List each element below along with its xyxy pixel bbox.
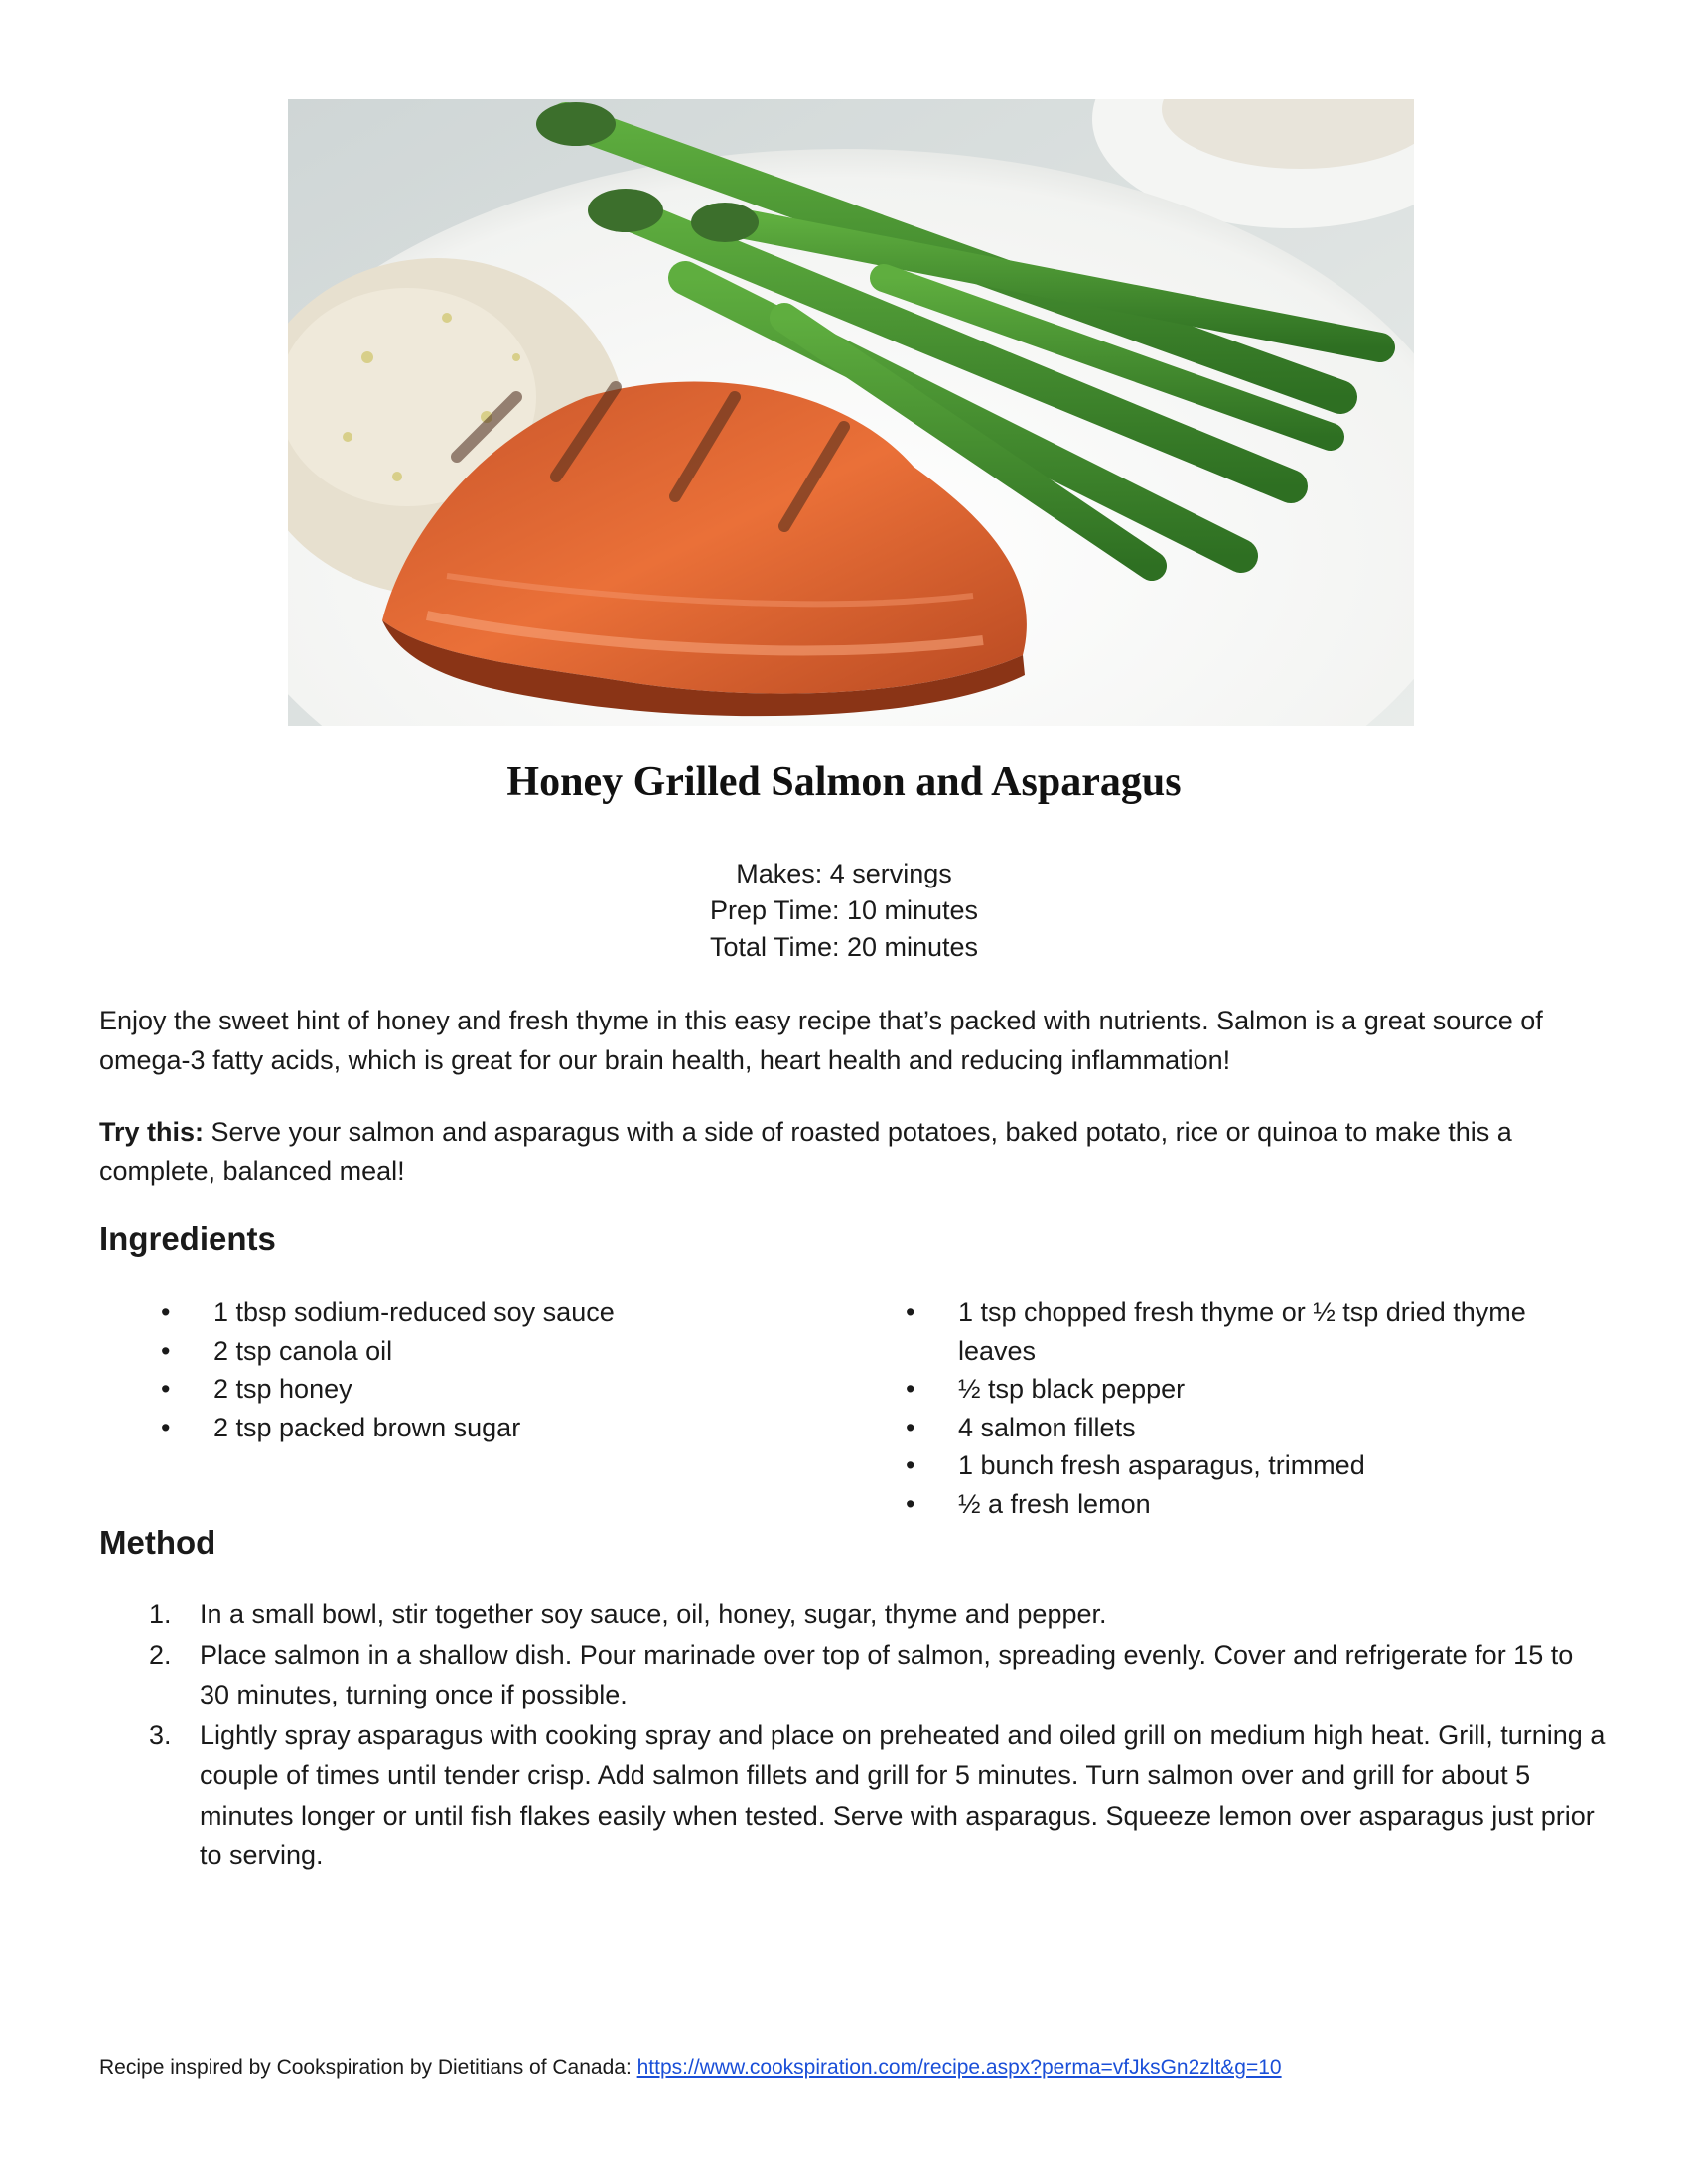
recipe-meta	[0, 856, 1688, 966]
ingredient-item: • ½ a fresh lemon	[904, 1485, 1569, 1524]
method-step	[139, 1635, 1609, 1715]
ingredients-heading: Ingredients	[99, 1220, 276, 1257]
ingredient-item: • 2 tsp canola oil	[159, 1332, 715, 1371]
ingredient-item: • 4 salmon fillets	[904, 1409, 1569, 1447]
method-steps-list	[139, 1594, 1609, 1876]
step-text: Lightly spray asparagus with cooking spray and place on preheated and oiled grill on medium high heat. Grill, turning a couple of times until tender crisp. Add salmon fillets and grill for 5 minutes. Turn salmon over and grill for about 5 minutes longer or until fish flakes easily when tested. Serve with asparagus. Squeeze lemon over asparagus just prior to serving.	[200, 1719, 1606, 1870]
recipe-title: Honey Grilled Salmon and Asparagus	[506, 759, 1182, 805]
tip-label: Try this:	[99, 1117, 205, 1147]
method-heading: Method	[99, 1524, 216, 1561]
ingredients-list-right	[904, 1294, 1569, 1523]
recipe-photo	[288, 99, 1414, 726]
ingredients-list-left	[159, 1294, 715, 1446]
ingredient-item: • 1 tsp chopped fresh thyme or ½ tsp dried thyme leaves	[904, 1294, 1569, 1370]
servings-text: Makes: 4 servings	[736, 859, 952, 888]
ingredient-item: • ½ tsp black pepper	[904, 1370, 1569, 1409]
method-step	[139, 1594, 1609, 1635]
ingredient-item: • 1 bunch fresh asparagus, trimmed	[904, 1446, 1569, 1485]
step-number: 1.	[149, 1599, 172, 1629]
source-link[interactable]: https://www.cookspiration.com/recipe.aspx?perma=vfJksGn2zlt&g=10	[636, 2056, 1282, 2079]
step-number: 3.	[149, 1719, 172, 1750]
ingredient-item: • 2 tsp honey	[159, 1370, 715, 1409]
footer-credit	[99, 2053, 1282, 2083]
step-text: In a small bowl, stir together soy sauce, oil, honey, sugar, thyme and pepper.	[200, 1599, 1107, 1629]
ingredient-item: • 1 tbsp sodium-reduced soy sauce	[159, 1294, 715, 1332]
intro-paragraph: Enjoy the sweet hint of honey and fresh thyme in this easy recipe that’s packed with nutrients. Salmon is a great source of omega-3 fatty acids, which is great for our brain health, heart health and reducing inflammation!	[99, 1006, 1543, 1075]
method-step	[139, 1715, 1609, 1876]
step-text: Place salmon in a shallow dish. Pour marinade over top of salmon, spreading evenly. Cover and refrigerate for 15 to 30 minutes, turning once if possible.	[200, 1639, 1574, 1709]
step-number: 2.	[149, 1639, 172, 1670]
prep-time-text: Prep Time: 10 minutes	[709, 895, 979, 925]
tip-paragraph	[99, 1112, 1609, 1191]
ingredient-item: • 2 tsp packed brown sugar	[159, 1409, 715, 1447]
footer-text: Recipe inspired by Cookspiration by Dietitians of Canada:	[99, 2056, 637, 2079]
tip-text: Serve your salmon and asparagus with a side of roasted potatoes, baked potato, rice or quinoa to make this a complete, balanced meal!	[99, 1117, 1512, 1186]
total-time-text: Total Time: 20 minutes	[709, 932, 979, 962]
